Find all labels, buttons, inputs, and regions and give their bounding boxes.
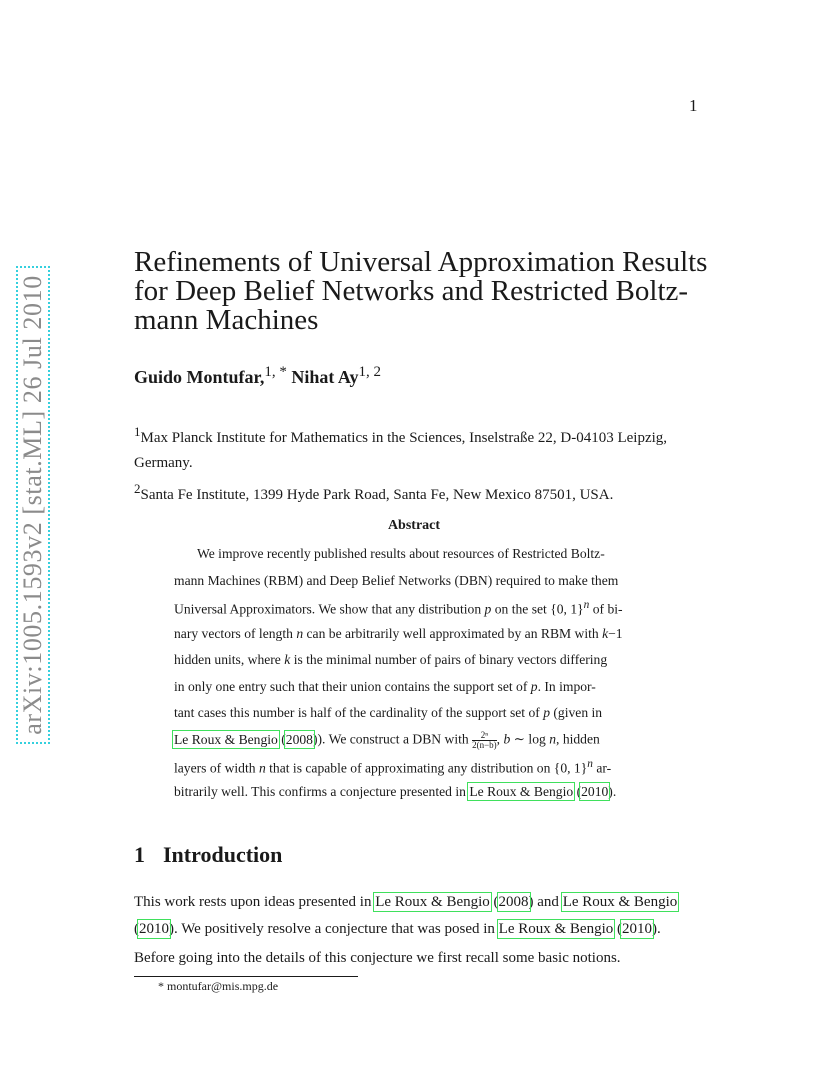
arxiv-id: arXiv:1005.1593v2 [stat.ML] 26 Jul 2010 [18,275,47,735]
affiliation-text: Max Planck Institute for Mathematics in the Sciences, Inselstraße 22, D-04103 Leipzig, [140,430,668,446]
author-affiliation-mark: 1, 2 [358,364,382,380]
author-list [134,364,381,388]
abstract-line: We improve recently published results about resources of Restricted Boltz- [197,546,605,561]
section-number: 1 [134,842,145,867]
citation-year-link[interactable]: 2010 [581,784,609,799]
section-title: Introduction [163,842,283,867]
footnote-rule [134,976,358,977]
citation-link[interactable]: Le Roux & Bengio [498,921,614,937]
affiliation-2 [134,481,613,504]
paper-title-line-1: Refinements of Universal Approximation Results [134,246,708,278]
paper-title-line-2: for Deep Belief Networks and Restricted Boltz- [134,275,689,307]
affiliation-1 [134,424,667,447]
body-line: This work rests upon ideas presented in Le Roux & Bengio (2008) and Le Roux & Bengio [134,894,678,910]
abstract-heading: Abstract [387,518,441,533]
abstract-line: tant cases this number is half of the cardinality of the support set of p (given in [174,705,603,720]
affiliation-1-continued: Germany. [134,455,193,471]
citation-link[interactable]: Le Roux & Bengio [375,894,490,910]
section-heading [134,842,282,868]
author-name: Nihat Ay [291,367,359,387]
abstract-line: Le Roux & Bengio (2008)). We construct a DBN with $\frac{\text{2ⁿ}}{2(n-b)}$ , b ∼ log n, hidden [174,730,600,750]
affiliation-mark: 2 [134,481,141,496]
citation-year-link[interactable]: 2010 [139,921,169,937]
abstract-line: bitrarily well. This confirms a conjecture presented in Le Roux & Bengio (2010). [174,784,617,799]
abstract-line: layers of width n that is capable of approximating any distribution on {0, 1}$^n$ ar- [174,758,612,776]
affiliation-text: Santa Fe Institute, 1399 Hyde Park Road, Santa Fe, New Mexico 87501, USA. [140,487,614,503]
abstract-line: nary vectors of length n can be arbitrarily well approximated by an RBM with k−1 [174,626,623,641]
abstract-line: mann Machines (RBM) and Deep Belief Networks (DBN) required to make them [174,573,619,588]
abstract-line: in only one entry such that their union contains the support set of p. In impor- [174,679,596,694]
author-affiliation-mark: 1, * [264,364,287,380]
paper-title-line-3: mann Machines [134,304,319,336]
author-name: Guido Montufar, [134,367,265,387]
abstract-line: hidden units, where k is the minimal number of pairs of binary vectors differing [174,652,608,667]
body-line: Before going into the details of this conjecture we first recall some basic notions. [134,950,621,966]
body-line: (2010). We positively resolve a conjecture that was posed in Le Roux & Bengio (2010). [134,921,661,937]
citation-link[interactable]: Le Roux & Bengio [562,894,678,910]
page-number: 1 [689,96,698,115]
footnote-email: * montufar@mis.mpg.de [158,979,279,993]
abstract-line: Universal Approximators. We show that any distribution p on the set {0, 1}$^n$ of bi- [174,599,623,617]
affiliation-mark: 1 [134,424,141,439]
citation-link[interactable]: Le Roux & Bengio [469,784,574,799]
citation-year-link[interactable]: 2008 [498,894,529,910]
citation-year-link[interactable]: 2010 [622,921,652,937]
citation-link[interactable]: Le Roux & Bengio [174,731,278,747]
fraction: $\frac{\text{2ⁿ}}{2(n-b)}$ [472,730,497,750]
citation-year-link[interactable]: 2008 [285,731,313,747]
